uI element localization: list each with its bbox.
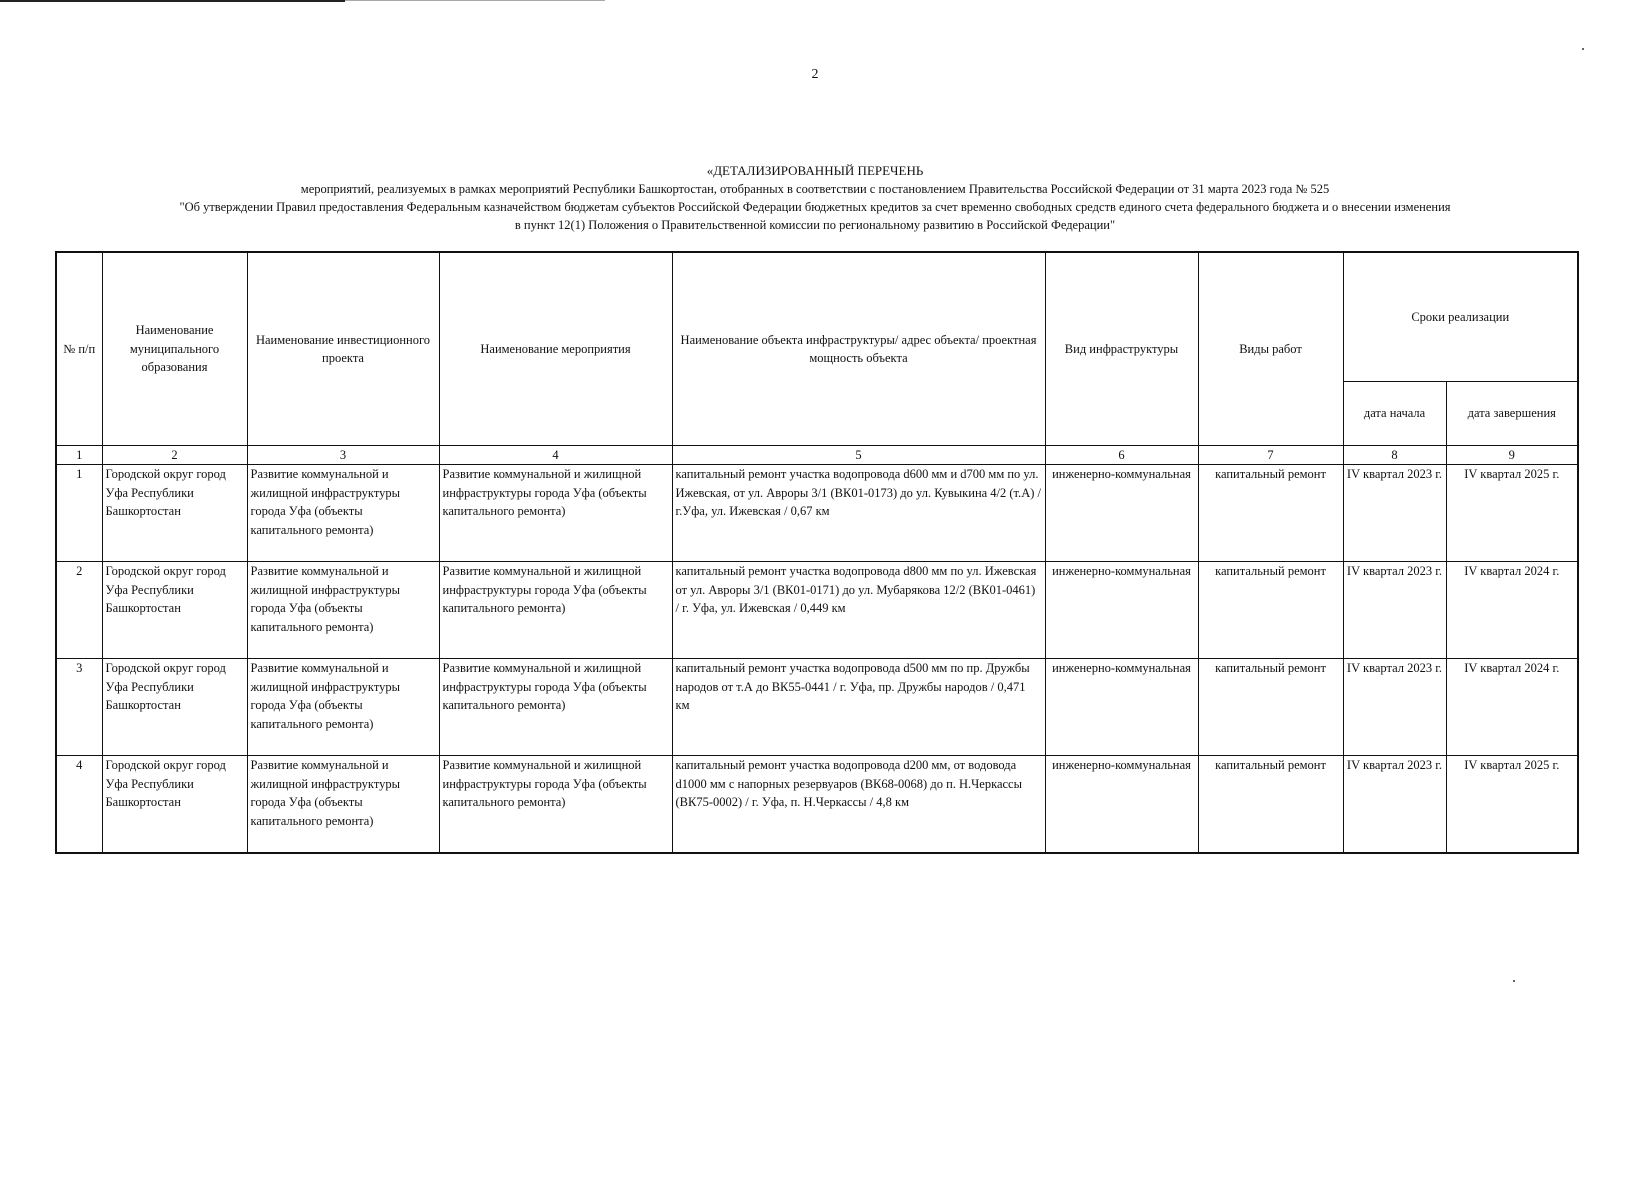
cell-start-date: IV квартал 2023 г. [1343, 756, 1446, 854]
column-number: 1 [56, 446, 102, 465]
header-municipality: Наименование муниципального образования [102, 252, 247, 446]
column-number: 7 [1198, 446, 1343, 465]
column-number: 2 [102, 446, 247, 465]
cell-municipality: Городской округ город Уфа Республики Башкортостан [102, 659, 247, 756]
header-num: № п/п [56, 252, 102, 446]
cell-end-date: IV квартал 2025 г. [1446, 756, 1578, 854]
table-row [56, 659, 1578, 756]
table-row [56, 562, 1578, 659]
document-subtitle-line3: в пункт 12(1) Положения о Правительственной комиссии по региональному развитию в Российской Федерации" [514, 218, 1116, 232]
cell-project: Развитие коммунальной и жилищной инфраструктуры города Уфа (объекты капитального ремонта) [247, 659, 439, 756]
cell-infra-type: инженерно-коммунальная [1045, 659, 1198, 756]
cell-object: капитальный ремонт участка водопровода d200 мм, от водовода d1000 мм с напорных резервуаров (ВК68-0068) до п. Н.Черкассы (ВК75-0002) / г. Уфа, п. Н.Черкассы / 4,8 км [672, 756, 1045, 854]
header-end-date: дата завершения [1446, 382, 1578, 446]
table-row [56, 756, 1578, 854]
cell-event: Развитие коммунальной и жилищной инфраструктуры города Уфа (объекты капитального ремонта) [439, 562, 672, 659]
column-number: 4 [439, 446, 672, 465]
cell-work-type: капитальный ремонт [1198, 562, 1343, 659]
cell-infra-type: инженерно-коммунальная [1045, 465, 1198, 562]
cell-event: Развитие коммунальной и жилищной инфраструктуры города Уфа (объекты капитального ремонта) [439, 756, 672, 854]
header-work-type: Виды работ [1198, 252, 1343, 446]
cell-num: 4 [56, 756, 102, 854]
cell-project: Развитие коммунальной и жилищной инфраструктуры города Уфа (объекты капитального ремонта) [247, 465, 439, 562]
header-infra-type: Вид инфраструктуры [1045, 252, 1198, 446]
cell-object: капитальный ремонт участка водопровода d500 мм по пр. Дружбы народов от т.А до ВК55-0441 / г. Уфа, пр. Дружбы народов / 0,471 км [672, 659, 1045, 756]
document-subtitle-line2: "Об утверждении Правил предоставления Федеральным казначейством бюджетам субъектов Российской Федерации бюджетных кредитов за счет временно свободных средств единого счета федерального бюджета и о внесении изменения [179, 200, 1451, 214]
column-number: 8 [1343, 446, 1446, 465]
header-project: Наименование инвестиционного проекта [247, 252, 439, 446]
header-object: Наименование объекта инфраструктуры/ адрес объекта/ проектная мощность объекта [672, 252, 1045, 446]
cell-work-type: капитальный ремонт [1198, 465, 1343, 562]
column-number: 6 [1045, 446, 1198, 465]
cell-start-date: IV квартал 2023 г. [1343, 659, 1446, 756]
cell-start-date: IV квартал 2023 г. [1343, 465, 1446, 562]
header-event: Наименование мероприятия [439, 252, 672, 446]
cell-num: 1 [56, 465, 102, 562]
scan-speck [1582, 48, 1584, 50]
cell-municipality: Городской округ город Уфа Республики Башкортостан [102, 465, 247, 562]
cell-object: капитальный ремонт участка водопровода d800 мм по ул. Ижевская от ул. Авроры 3/1 (ВК01-0171) до ул. Мубарякова 12/2 (ВК01-0461) / г. Уфа, ул. Ижевская / 0,449 км [672, 562, 1045, 659]
scan-edge-line [0, 0, 345, 2]
document-heading [60, 162, 1570, 234]
header-terms: Сроки реализации [1343, 252, 1578, 382]
column-number: 5 [672, 446, 1045, 465]
cell-num: 3 [56, 659, 102, 756]
cell-infra-type: инженерно-коммунальная [1045, 756, 1198, 854]
cell-event: Развитие коммунальной и жилищной инфраструктуры города Уфа (объекты капитального ремонта) [439, 659, 672, 756]
column-number-row [56, 446, 1578, 465]
cell-end-date: IV квартал 2024 г. [1446, 562, 1578, 659]
cell-infra-type: инженерно-коммунальная [1045, 562, 1198, 659]
cell-num: 2 [56, 562, 102, 659]
column-number: 9 [1446, 446, 1578, 465]
document-title: «ДЕТАЛИЗИРОВАННЫЙ ПЕРЕЧЕНЬ [706, 163, 924, 178]
column-number: 3 [247, 446, 439, 465]
cell-end-date: IV квартал 2025 г. [1446, 465, 1578, 562]
table-row [56, 465, 1578, 562]
cell-event: Развитие коммунальной и жилищной инфраструктуры города Уфа (объекты капитального ремонта) [439, 465, 672, 562]
events-table [55, 251, 1579, 854]
document-subtitle-line1: мероприятий, реализуемых в рамках мероприятий Республики Башкортостан, отобранных в соответствии с постановлением Правительства Российской Федерации от 31 марта 2023 года № 525 [300, 182, 1330, 196]
cell-object: капитальный ремонт участка водопровода d600 мм и d700 мм по ул. Ижевская, от ул. Авроры 3/1 (ВК01-0173) до ул. Кувыкина 4/2 (т.А) / г.Уфа, ул. Ижевская / 0,67 км [672, 465, 1045, 562]
cell-municipality: Городской округ город Уфа Республики Башкортостан [102, 562, 247, 659]
cell-municipality: Городской округ город Уфа Республики Башкортостан [102, 756, 247, 854]
cell-project: Развитие коммунальной и жилищной инфраструктуры города Уфа (объекты капитального ремонта) [247, 562, 439, 659]
cell-work-type: капитальный ремонт [1198, 659, 1343, 756]
cell-work-type: капитальный ремонт [1198, 756, 1343, 854]
cell-project: Развитие коммунальной и жилищной инфраструктуры города Уфа (объекты капитального ремонта) [247, 756, 439, 854]
cell-start-date: IV квартал 2023 г. [1343, 562, 1446, 659]
scan-edge-line [345, 0, 605, 1]
scan-speck [1513, 980, 1515, 982]
cell-end-date: IV квартал 2024 г. [1446, 659, 1578, 756]
header-start-date: дата начала [1343, 382, 1446, 446]
page-number: 2 [811, 67, 819, 82]
